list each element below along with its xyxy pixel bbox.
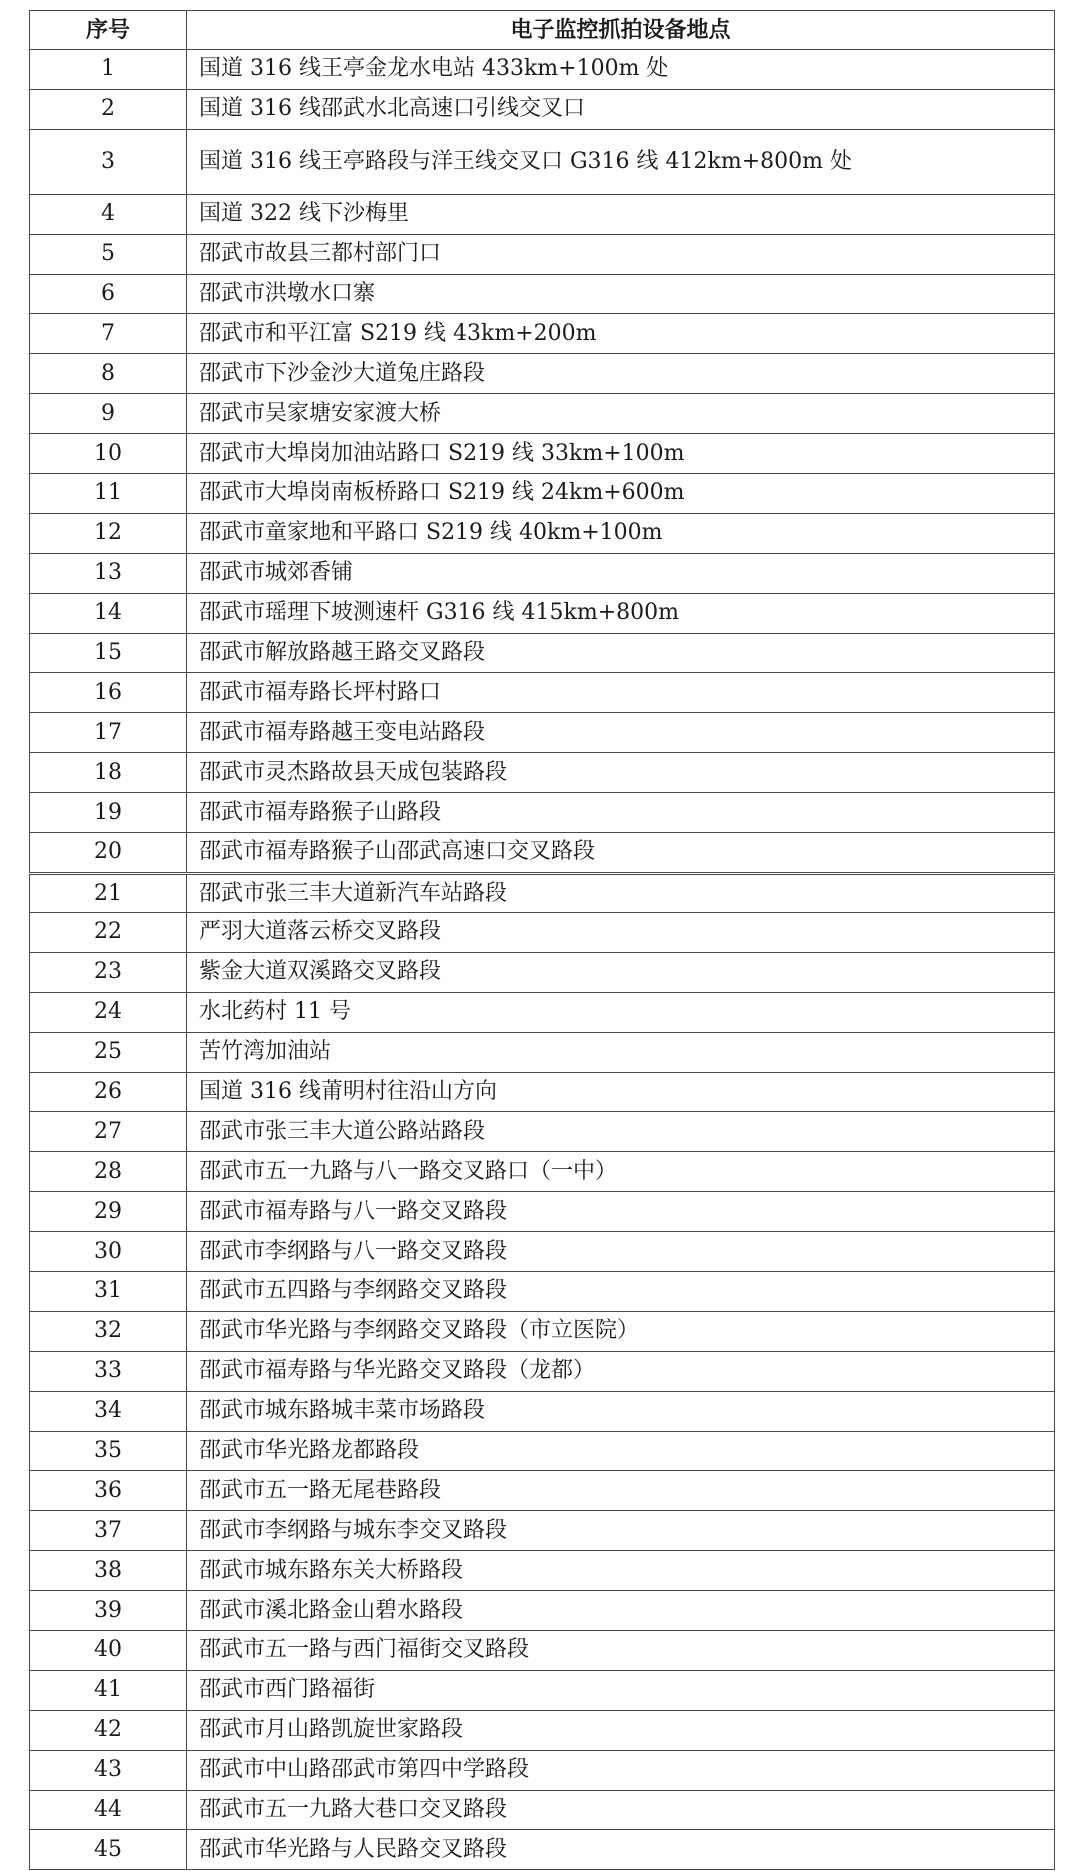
table-row [30, 713, 1055, 753]
table-row [30, 474, 1055, 514]
row-number: 1 [30, 50, 187, 90]
table-row [30, 1351, 1055, 1391]
row-number: 19 [30, 793, 187, 833]
row-number: 21 [30, 875, 187, 913]
locations-table-part-2 [29, 874, 1055, 1870]
row-number: 43 [30, 1750, 187, 1790]
row-number: 12 [30, 513, 187, 553]
row-number: 17 [30, 713, 187, 753]
row-number: 32 [30, 1311, 187, 1351]
row-number: 42 [30, 1710, 187, 1750]
row-number: 39 [30, 1591, 187, 1631]
row-number: 36 [30, 1471, 187, 1511]
table-row [30, 753, 1055, 793]
row-location: 邵武市五一九路大巷口交叉路段 [187, 1790, 1055, 1830]
table-row [30, 129, 1055, 194]
row-location: 国道 316 线邵武水北高速口引线交叉口 [187, 89, 1055, 129]
table-row [30, 1710, 1055, 1750]
table-row [30, 1072, 1055, 1112]
row-location: 国道 316 线王亭金龙水电站 433km+100m 处 [187, 50, 1055, 90]
row-location: 邵武市张三丰大道新汽车站路段 [187, 875, 1055, 913]
row-location: 邵武市五一路无尾巷路段 [187, 1471, 1055, 1511]
row-number: 5 [30, 234, 187, 274]
row-number: 40 [30, 1631, 187, 1671]
table-row [30, 1511, 1055, 1551]
table-row [30, 1032, 1055, 1072]
row-number: 8 [30, 354, 187, 394]
row-location: 邵武市华光路龙都路段 [187, 1431, 1055, 1471]
row-number: 44 [30, 1790, 187, 1830]
locations-table-part-1 [29, 10, 1055, 873]
row-location: 邵武市李纲路与八一路交叉路段 [187, 1232, 1055, 1272]
row-number: 41 [30, 1670, 187, 1710]
table-row [30, 673, 1055, 713]
row-location: 邵武市洪墩水口寨 [187, 274, 1055, 314]
row-number: 24 [30, 992, 187, 1032]
table-row [30, 1670, 1055, 1710]
row-location: 邵武市月山路凯旋世家路段 [187, 1710, 1055, 1750]
header-location: 电子监控抓拍设备地点 [187, 11, 1055, 50]
table-row [30, 1750, 1055, 1790]
table-row [30, 234, 1055, 274]
row-number: 37 [30, 1511, 187, 1551]
row-location: 邵武市溪北路金山碧水路段 [187, 1591, 1055, 1631]
row-number: 34 [30, 1391, 187, 1431]
row-number: 16 [30, 673, 187, 713]
table-row [30, 833, 1055, 873]
row-number: 7 [30, 314, 187, 354]
table-row [30, 1112, 1055, 1152]
row-location: 邵武市五一路与西门福街交叉路段 [187, 1631, 1055, 1671]
row-location: 国道 316 线王亭路段与洋王线交叉口 G316 线 412km+800m 处 [187, 129, 1055, 194]
row-number: 33 [30, 1351, 187, 1391]
row-location: 邵武市李纲路与城东李交叉路段 [187, 1511, 1055, 1551]
row-location: 邵武市童家地和平路口 S219 线 40km+100m [187, 513, 1055, 553]
table-row [30, 434, 1055, 474]
row-location: 邵武市福寿路猴子山路段 [187, 793, 1055, 833]
row-number: 6 [30, 274, 187, 314]
table-row [30, 1272, 1055, 1312]
row-number: 27 [30, 1112, 187, 1152]
row-location: 苦竹湾加油站 [187, 1032, 1055, 1072]
table-row [30, 314, 1055, 354]
row-number: 9 [30, 394, 187, 434]
table-row [30, 1830, 1055, 1870]
row-location: 邵武市福寿路越王变电站路段 [187, 713, 1055, 753]
row-location: 邵武市故县三都村部门口 [187, 234, 1055, 274]
table-row [30, 1551, 1055, 1591]
table-row [30, 1311, 1055, 1351]
row-number: 10 [30, 434, 187, 474]
row-number: 35 [30, 1431, 187, 1471]
row-location: 邵武市城东路东关大桥路段 [187, 1551, 1055, 1591]
row-number: 2 [30, 89, 187, 129]
row-location: 水北药村 11 号 [187, 992, 1055, 1032]
row-number: 23 [30, 952, 187, 992]
table-row [30, 89, 1055, 129]
row-number: 38 [30, 1551, 187, 1591]
row-location: 邵武市吴家塘安家渡大桥 [187, 394, 1055, 434]
table-row [30, 875, 1055, 913]
row-location: 邵武市五一九路与八一路交叉路口（一中） [187, 1152, 1055, 1192]
header-row [30, 11, 1055, 50]
row-location: 邵武市五四路与李纲路交叉路段 [187, 1272, 1055, 1312]
row-location: 邵武市华光路与人民路交叉路段 [187, 1830, 1055, 1870]
table-row [30, 1152, 1055, 1192]
row-number: 18 [30, 753, 187, 793]
row-location: 邵武市福寿路长坪村路口 [187, 673, 1055, 713]
row-number: 20 [30, 833, 187, 873]
row-location: 邵武市解放路越王路交叉路段 [187, 633, 1055, 673]
table-row [30, 1391, 1055, 1431]
row-number: 45 [30, 1830, 187, 1870]
row-location: 邵武市灵杰路故县天成包装路段 [187, 753, 1055, 793]
row-number: 26 [30, 1072, 187, 1112]
row-location: 邵武市华光路与李纲路交叉路段（市立医院） [187, 1311, 1055, 1351]
table-row [30, 194, 1055, 234]
row-location: 邵武市大埠岗加油站路口 S219 线 33km+100m [187, 434, 1055, 474]
table-row [30, 992, 1055, 1032]
row-number: 29 [30, 1192, 187, 1232]
table-row [30, 1591, 1055, 1631]
row-location: 邵武市和平江富 S219 线 43km+200m [187, 314, 1055, 354]
row-location: 邵武市福寿路与华光路交叉路段（龙都） [187, 1351, 1055, 1391]
row-location: 国道 322 线下沙梅里 [187, 194, 1055, 234]
row-number: 14 [30, 593, 187, 633]
row-location: 邵武市西门路福街 [187, 1670, 1055, 1710]
row-number: 31 [30, 1272, 187, 1312]
table-row [30, 50, 1055, 90]
table-row [30, 354, 1055, 394]
row-location: 严羽大道落云桥交叉路段 [187, 913, 1055, 953]
table-row [30, 394, 1055, 434]
row-location: 邵武市福寿路猴子山邵武高速口交叉路段 [187, 833, 1055, 873]
table-row [30, 1192, 1055, 1232]
table-row [30, 913, 1055, 953]
row-location: 国道 316 线莆明村往沿山方向 [187, 1072, 1055, 1112]
row-location: 邵武市张三丰大道公路站路段 [187, 1112, 1055, 1152]
table-row [30, 633, 1055, 673]
row-number: 28 [30, 1152, 187, 1192]
table-row [30, 1431, 1055, 1471]
table-row [30, 513, 1055, 553]
table-row [30, 1232, 1055, 1272]
row-location: 紫金大道双溪路交叉路段 [187, 952, 1055, 992]
table-row [30, 1790, 1055, 1830]
row-location: 邵武市下沙金沙大道兔庄路段 [187, 354, 1055, 394]
row-number: 25 [30, 1032, 187, 1072]
row-location: 邵武市中山路邵武市第四中学路段 [187, 1750, 1055, 1790]
table-row [30, 593, 1055, 633]
row-location: 邵武市大埠岗南板桥路口 S219 线 24km+600m [187, 474, 1055, 514]
row-location: 邵武市瑶理下坡测速杆 G316 线 415km+800m [187, 593, 1055, 633]
row-number: 3 [30, 129, 187, 194]
row-location: 邵武市福寿路与八一路交叉路段 [187, 1192, 1055, 1232]
table-row [30, 553, 1055, 593]
table-row [30, 1471, 1055, 1511]
row-location: 邵武市城东路城丰菜市场路段 [187, 1391, 1055, 1431]
row-number: 22 [30, 913, 187, 953]
row-number: 15 [30, 633, 187, 673]
row-number: 30 [30, 1232, 187, 1272]
table-row [30, 274, 1055, 314]
row-number: 4 [30, 194, 187, 234]
row-number: 13 [30, 553, 187, 593]
table-row [30, 952, 1055, 992]
row-location: 邵武市城郊香铺 [187, 553, 1055, 593]
table-row [30, 793, 1055, 833]
header-number: 序号 [30, 11, 187, 50]
table-row [30, 1631, 1055, 1671]
row-number: 11 [30, 474, 187, 514]
